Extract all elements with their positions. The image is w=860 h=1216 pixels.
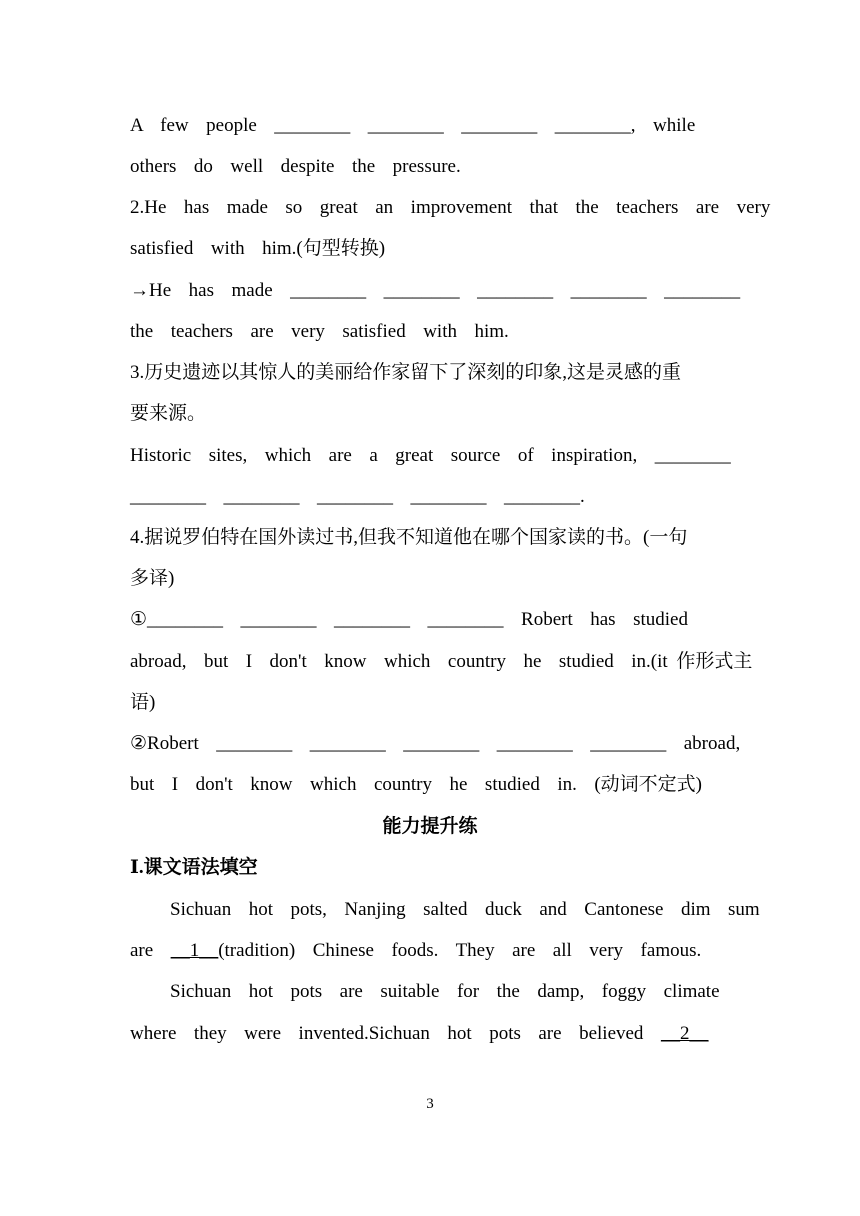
- text-line: the teachers are very satisfied with him.: [130, 321, 509, 342]
- text-line: others do well despite the pressure.: [130, 156, 461, 177]
- section-title: 能力提升练: [382, 816, 478, 837]
- text-line: abroad, but I don't know which country he studied in.(it 作形式主: [130, 651, 753, 672]
- passage-line: Sichuan hot pots, Nanjing salted duck and Cantonese dim sum: [170, 899, 760, 920]
- text-line: ①________ ________ ________ ________ Robert has studied: [130, 609, 688, 630]
- passage-line: Sichuan hot pots are suitable for the damp, foggy climate: [170, 981, 720, 1002]
- text-line: ________ ________ ________ ________ ________.: [130, 486, 585, 507]
- passage-line: where they were invented.Sichuan hot pots are believed __2__: [130, 1023, 709, 1044]
- text-line: Historic sites, which are a great source of inspiration, ________: [130, 445, 731, 466]
- text-line: but I don't know which country he studied in. (动词不定式): [130, 774, 703, 795]
- text-line: 3.历史遗迹以其惊人的美丽给作家留下了深刻的印象,这是灵感的重: [130, 362, 682, 383]
- text-line: 4.据说罗伯特在国外读过书,但我不知道他在哪个国家读的书。(一句: [130, 527, 688, 548]
- blank-2: __2__: [660, 1023, 709, 1044]
- page-number: 3: [426, 1096, 434, 1112]
- subsection-title: Ⅰ.课文语法填空: [130, 857, 258, 878]
- blank-1: __1__: [170, 940, 219, 961]
- text-line: satisfied with him.(句型转换): [130, 238, 386, 259]
- text-line: 要来源。: [130, 403, 207, 424]
- passage-line: are __1__(tradition) Chinese foods. They are all very famous.: [130, 940, 702, 961]
- text-line: A few people ________ ________ ________ ________, while: [130, 115, 696, 136]
- text-line: →He has made ________ ________ ________ ________ ________: [130, 280, 741, 301]
- text-line: ②Robert ________ ________ ________ ________ ________ abroad,: [130, 733, 741, 754]
- text-line: 语): [130, 692, 156, 713]
- text-line: 多译): [130, 568, 175, 589]
- text-line: 2.He has made so great an improvement that the teachers are very: [130, 197, 771, 218]
